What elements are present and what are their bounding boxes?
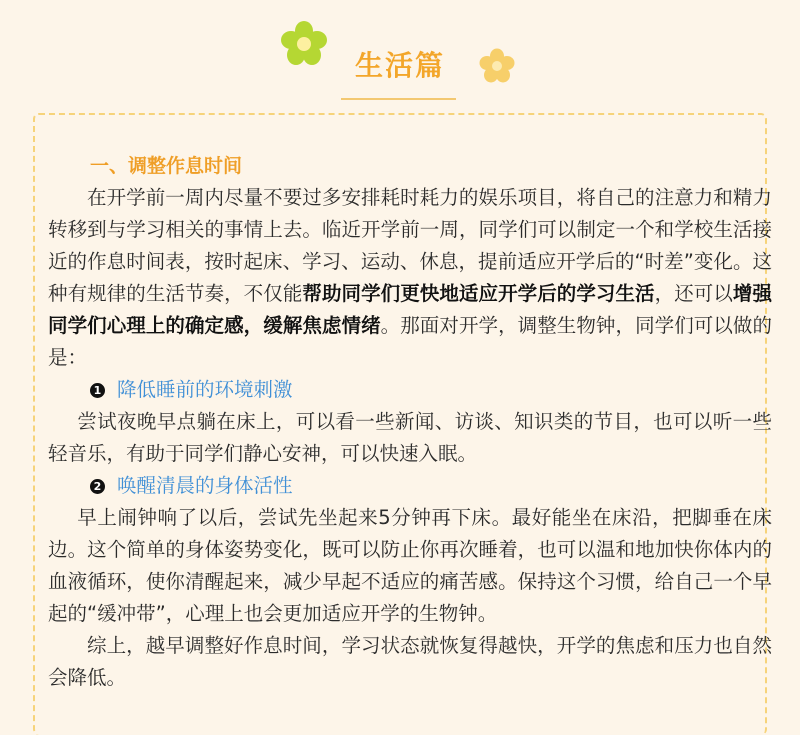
title-underline [341, 98, 456, 100]
tip2-heading [48, 470, 772, 502]
article-body [48, 150, 772, 694]
summary-paragraph: 综上，越早调整好作息时间，学习状态就恢复得越快，开学的焦虑和压力也自然会降低。 [48, 634, 772, 689]
number-2-icon: 2 [90, 479, 105, 494]
tip2-body: 早上闹钟响了以后，尝试先坐起来5分钟再下床。最好能坐在床沿，把脚垂在床边。这个简单的身体姿势变化，既可以防止你再次睡着，也可以温和地加快你体内的血液循环，使你清醒起来，减少早起不适应的痛苦感。保持这个习惯，给自己一个早起的“缓冲带”，心理上也会更加适应开学的生物钟。 [48, 506, 772, 625]
intro-text-2: ，还可以 [654, 282, 733, 305]
tip1-body: 尝试夜晚早点躺在床上，可以看一些新闻、访谈、知识类的节目，也可以听一些轻音乐，有助于同学们静心安神，可以快速入眠。 [48, 410, 772, 465]
intro-bold-1: 帮助同学们更快地适应开学后的学习生活 [302, 282, 655, 305]
tip1-heading [48, 374, 772, 406]
intro-bold-2: 增强同学们心理上的确定感，缓解焦虑情绪 [48, 282, 772, 337]
tip1-title: 降低睡前的环境刺激 [117, 378, 293, 401]
tip2-title: 唤醒清晨的身体活性 [117, 474, 293, 497]
page-title: 生活篇 [354, 49, 445, 82]
number-1-icon: 1 [90, 383, 105, 398]
section-heading: 一、调整作息时间 [90, 155, 243, 177]
intro-paragraph [48, 182, 772, 374]
intro-text-1: 在开学前一周内尽量不要过多安排耗时耗力的娱乐项目，将自己的注意力和精力转移到与学习相关的事情上去。临近开学前一周，同学们可以制定一个和学校生活接近的作息时间表，按时起床、学习、运动、休息，提前适应开学后的“时差”变化。这种有规律的生活节奏，不仅能 [48, 186, 772, 305]
intro-text-3: 。那面对开学，调整生物钟，同学们可以做的是： [48, 314, 772, 369]
